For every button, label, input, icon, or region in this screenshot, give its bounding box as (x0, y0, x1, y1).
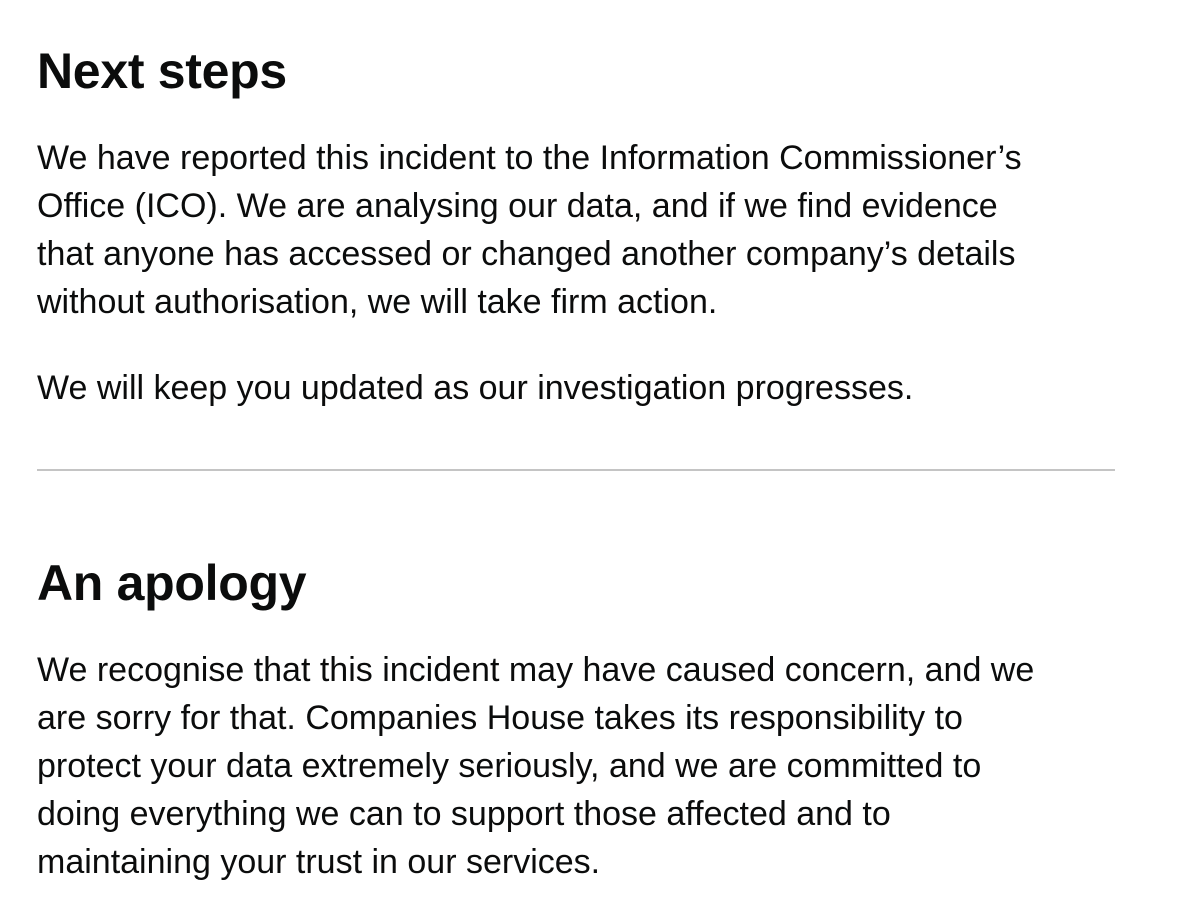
paragraph-line: that anyone has accessed or changed another company’s details (37, 235, 1016, 273)
paragraph-line: are sorry for that. Companies House takes its responsibility to (37, 699, 963, 737)
paragraph-line: protect your data extremely seriously, and we are committed to (37, 747, 982, 785)
section-heading-next-steps: Next steps (37, 43, 287, 99)
paragraph-line: without authorisation, we will take firm action. (37, 283, 718, 321)
apology-paragraph (37, 646, 1137, 886)
paragraph-line: doing everything we can to support those affected and to (37, 795, 891, 833)
paragraph-line: maintaining your trust in our services. (37, 843, 601, 881)
next-steps-paragraph-2 (37, 364, 1127, 412)
paragraph-line: Office (ICO). We are analysing our data, and if we find evidence (37, 187, 998, 225)
paragraph-line: We have reported this incident to the Information Commissioner’s (37, 139, 1022, 177)
paragraph-line: We recognise that this incident may have caused concern, and we (37, 651, 1035, 689)
section-divider (37, 469, 1115, 471)
next-steps-paragraph-1 (37, 134, 1127, 326)
paragraph-line: We will keep you updated as our investigation progresses. (37, 369, 914, 407)
section-heading-an-apology: An apology (37, 555, 307, 611)
